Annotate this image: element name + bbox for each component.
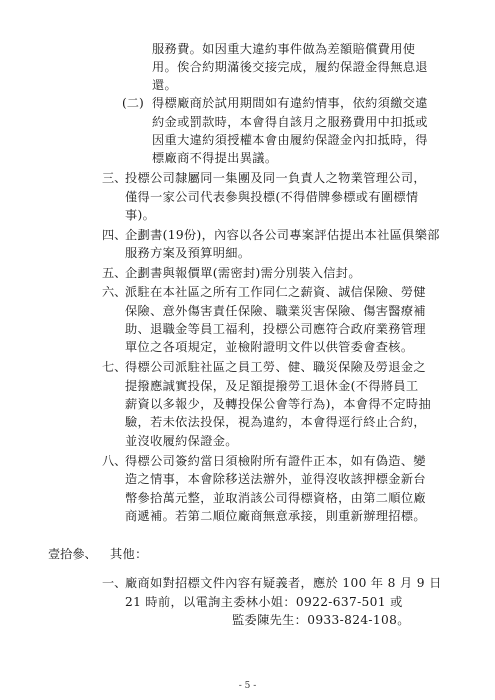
subitem-marker: (二) bbox=[122, 96, 144, 110]
page-number: - 5 - bbox=[238, 681, 257, 691]
paragraph-line: 保險、意外傷害責任保險、職業災害保險、傷害醫療補 bbox=[125, 304, 426, 318]
paragraph-line: 單位之各項規定，並檢附證明文件以供管委會查核。 bbox=[125, 340, 414, 354]
paragraph-line: 得標公司派駐社區之員工勞、健、職災保險及勞退金之 bbox=[125, 360, 426, 374]
paragraph-line: 還。 bbox=[152, 78, 178, 92]
item-marker: 六、 bbox=[102, 285, 127, 299]
paragraph-line: 助、退職金等員工福利，投標公司應符合政府業務管理 bbox=[125, 322, 426, 336]
paragraph-line: 21 時前，以電詢主委林小姐：0922-637-501 或 bbox=[125, 595, 403, 609]
item-marker: 五、 bbox=[102, 266, 127, 280]
paragraph-line: 薪資以多報少，及轉投保公會等行為)，本會得不定時抽 bbox=[125, 397, 432, 411]
item-marker: 七、 bbox=[102, 360, 127, 374]
paragraph-line: 得標公司簽約當日須檢附所有證件正本，如有偽造、變 bbox=[125, 454, 426, 468]
paragraph-line: 服務費。如因重大違約事件做為差額賠償費用使 bbox=[152, 42, 416, 56]
paragraph-line: 事)。 bbox=[125, 208, 156, 222]
paragraph-line: 商遞補。若第二順位廠商無意承接，則重新辦理招標。 bbox=[125, 509, 426, 523]
paragraph-line: 標廠商不得提出異議。 bbox=[152, 151, 278, 165]
paragraph-line: 約金或罰款時，本會得自該月之服務費用中扣抵或 bbox=[152, 115, 428, 129]
paragraph-line: 幣參拾萬元整，並取消該公司得標資格，由第二順位廠 bbox=[125, 491, 426, 505]
paragraph-line: 提撥應誠實投保，及足額提撥勞工退休金(不得將員工 bbox=[125, 379, 419, 393]
paragraph-line: 並沒收履約保證金。 bbox=[125, 434, 238, 448]
paragraph-line: 造之情事，本會除移送法辦外，並得沒收該押標金新台 bbox=[125, 472, 426, 486]
paragraph-line: 監委陳先生：0933-824-108。 bbox=[232, 613, 410, 627]
paragraph-line: 派駐在本社區之所有工作同仁之薪資、誠信保險、勞健 bbox=[125, 285, 426, 299]
paragraph-line: 得標廠商於試用期間如有違約情事，依約須繳交違 bbox=[152, 96, 428, 110]
paragraph-line: 因重大違約須授權本會由履約保證金內扣抵時，得 bbox=[152, 133, 428, 147]
paragraph-line: 企劃書與報價單(需密封)需分別裝入信封。 bbox=[125, 266, 361, 280]
paragraph-line: 企劃書(19份)，內容以各公司專案評估提出本社區俱樂部 bbox=[125, 228, 440, 242]
paragraph-line: 驗，若未依法投保，視為違約，本會得逕行終止合約， bbox=[125, 415, 426, 429]
item-marker: 八、 bbox=[102, 454, 127, 468]
item-marker: 一、 bbox=[102, 576, 127, 590]
paragraph-line: 服務方案及預算明細。 bbox=[125, 246, 251, 260]
paragraph-line: 廠商如對招標文件內容有疑義者，應於 100 年 8 月 9 日 bbox=[125, 576, 442, 590]
item-marker: 四、 bbox=[102, 228, 127, 242]
section-marker: 壹拾參、 bbox=[48, 547, 97, 561]
section-title: 其他： bbox=[110, 547, 148, 561]
item-marker: 三、 bbox=[102, 171, 127, 185]
paragraph-line: 投標公司隸屬同一集團及同一負責人之物業管理公司， bbox=[125, 171, 426, 185]
paragraph-line: 用。俟合約期滿後交接完成，履約保證金得無息退 bbox=[152, 60, 428, 74]
paragraph-line: 僅得一家公司代表參與投標(不得借牌參標或有圍標情 bbox=[125, 190, 419, 204]
